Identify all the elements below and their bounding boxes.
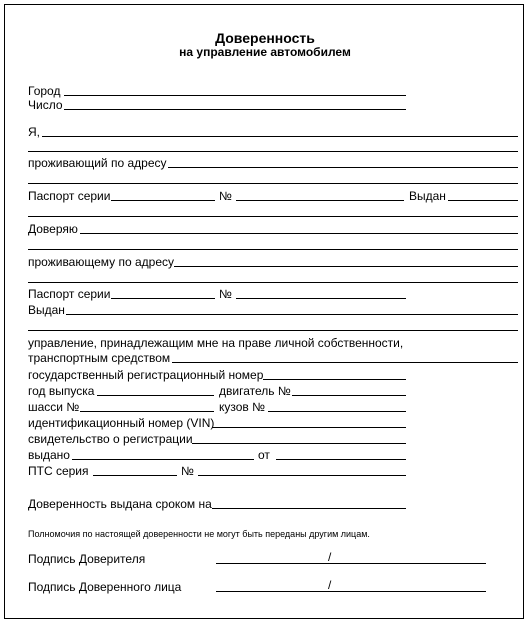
trustee-name-field[interactable] <box>80 233 518 234</box>
issued-date-label: от <box>258 448 270 462</box>
pts-series-label: ПТС серия <box>28 464 89 478</box>
pts-number-sign: № <box>181 464 194 478</box>
vehicle-label: транспортным средством <box>28 351 171 365</box>
issued-date-field[interactable] <box>276 459 406 460</box>
trustee-name-field-2[interactable] <box>28 249 518 250</box>
principal-passport-series-field[interactable] <box>111 200 215 201</box>
delegation-note: Полномочия по настоящей доверенности не могут быть переданы другим лицам. <box>28 529 370 539</box>
engine-field[interactable] <box>292 395 406 396</box>
principal-passport-issued-field-2[interactable] <box>28 216 518 217</box>
principal-passport-label: Паспорт серии <box>28 189 111 203</box>
trustee-address-field[interactable] <box>174 266 518 267</box>
trustee-label: Доверяю <box>28 222 78 236</box>
year-field[interactable] <box>97 395 214 396</box>
principal-signature-label: Подпись Доверителя <box>28 552 146 566</box>
issued-by-field[interactable] <box>72 459 254 460</box>
trustee-address-label: проживающему по адресу <box>28 255 175 269</box>
principal-address-field[interactable] <box>168 167 518 168</box>
reg-number-field[interactable] <box>263 379 406 380</box>
principal-passport-issued-label: Выдан <box>409 189 446 203</box>
vehicle-field[interactable] <box>172 362 518 363</box>
reg-cert-label: свидетельство о регистрации <box>28 432 193 446</box>
principal-address-field-2[interactable] <box>28 183 518 184</box>
trustee-passport-label: Паспорт серии <box>28 287 111 301</box>
document-border <box>4 4 524 619</box>
trustee-address-field-2[interactable] <box>28 282 518 283</box>
trustee-passport-number-field[interactable] <box>236 298 406 299</box>
principal-signature-field[interactable] <box>216 563 486 564</box>
management-text: управление, принадлежащим мне на праве личной собственности, <box>28 336 404 350</box>
chassis-field[interactable] <box>80 411 214 412</box>
reg-number-label: государственный регистрационный номер <box>28 368 264 382</box>
engine-label: двигатель № <box>219 384 291 398</box>
trustee-passport-issued-label: Выдан <box>28 303 65 317</box>
principal-address-label: проживающий по адресу <box>28 156 167 170</box>
principal-signature-separator: / <box>328 550 332 564</box>
principal-name-field-2[interactable] <box>28 151 518 152</box>
issued-by-label: выдано <box>28 448 70 462</box>
city-field[interactable] <box>64 95 406 96</box>
chassis-label: шасси № <box>28 400 80 414</box>
trustee-passport-issued-field[interactable] <box>66 314 518 315</box>
vin-field[interactable] <box>212 427 406 428</box>
trustee-signature-separator: / <box>328 578 332 592</box>
body-label: кузов № <box>219 400 266 414</box>
reg-cert-field[interactable] <box>192 443 406 444</box>
city-label: Город <box>28 84 61 98</box>
term-label: Доверенность выдана сроком на <box>28 497 212 511</box>
document-subtitle: на управление автомобилем <box>179 45 351 59</box>
principal-name-field[interactable] <box>42 136 518 137</box>
trustee-passport-number-sign: № <box>219 287 232 301</box>
year-label: год выпуска <box>28 384 95 398</box>
trustee-signature-field[interactable] <box>216 591 486 592</box>
body-field[interactable] <box>268 411 406 412</box>
pts-number-field[interactable] <box>198 475 406 476</box>
principal-passport-issued-field[interactable] <box>448 200 518 201</box>
principal-passport-number-sign: № <box>219 189 232 203</box>
date-label: Число <box>28 98 63 112</box>
principal-label: Я, <box>28 125 40 139</box>
principal-passport-number-field[interactable] <box>236 200 404 201</box>
trustee-passport-series-field[interactable] <box>111 298 215 299</box>
date-field[interactable] <box>64 109 406 110</box>
trustee-signature-label: Подпись Доверенного лица <box>28 580 182 594</box>
term-field[interactable] <box>212 508 406 509</box>
pts-series-field[interactable] <box>93 475 177 476</box>
vin-label: идентификационный номер (VIN) <box>28 416 215 430</box>
document-title: Доверенность <box>215 30 315 46</box>
trustee-passport-issued-field-2[interactable] <box>28 330 518 331</box>
